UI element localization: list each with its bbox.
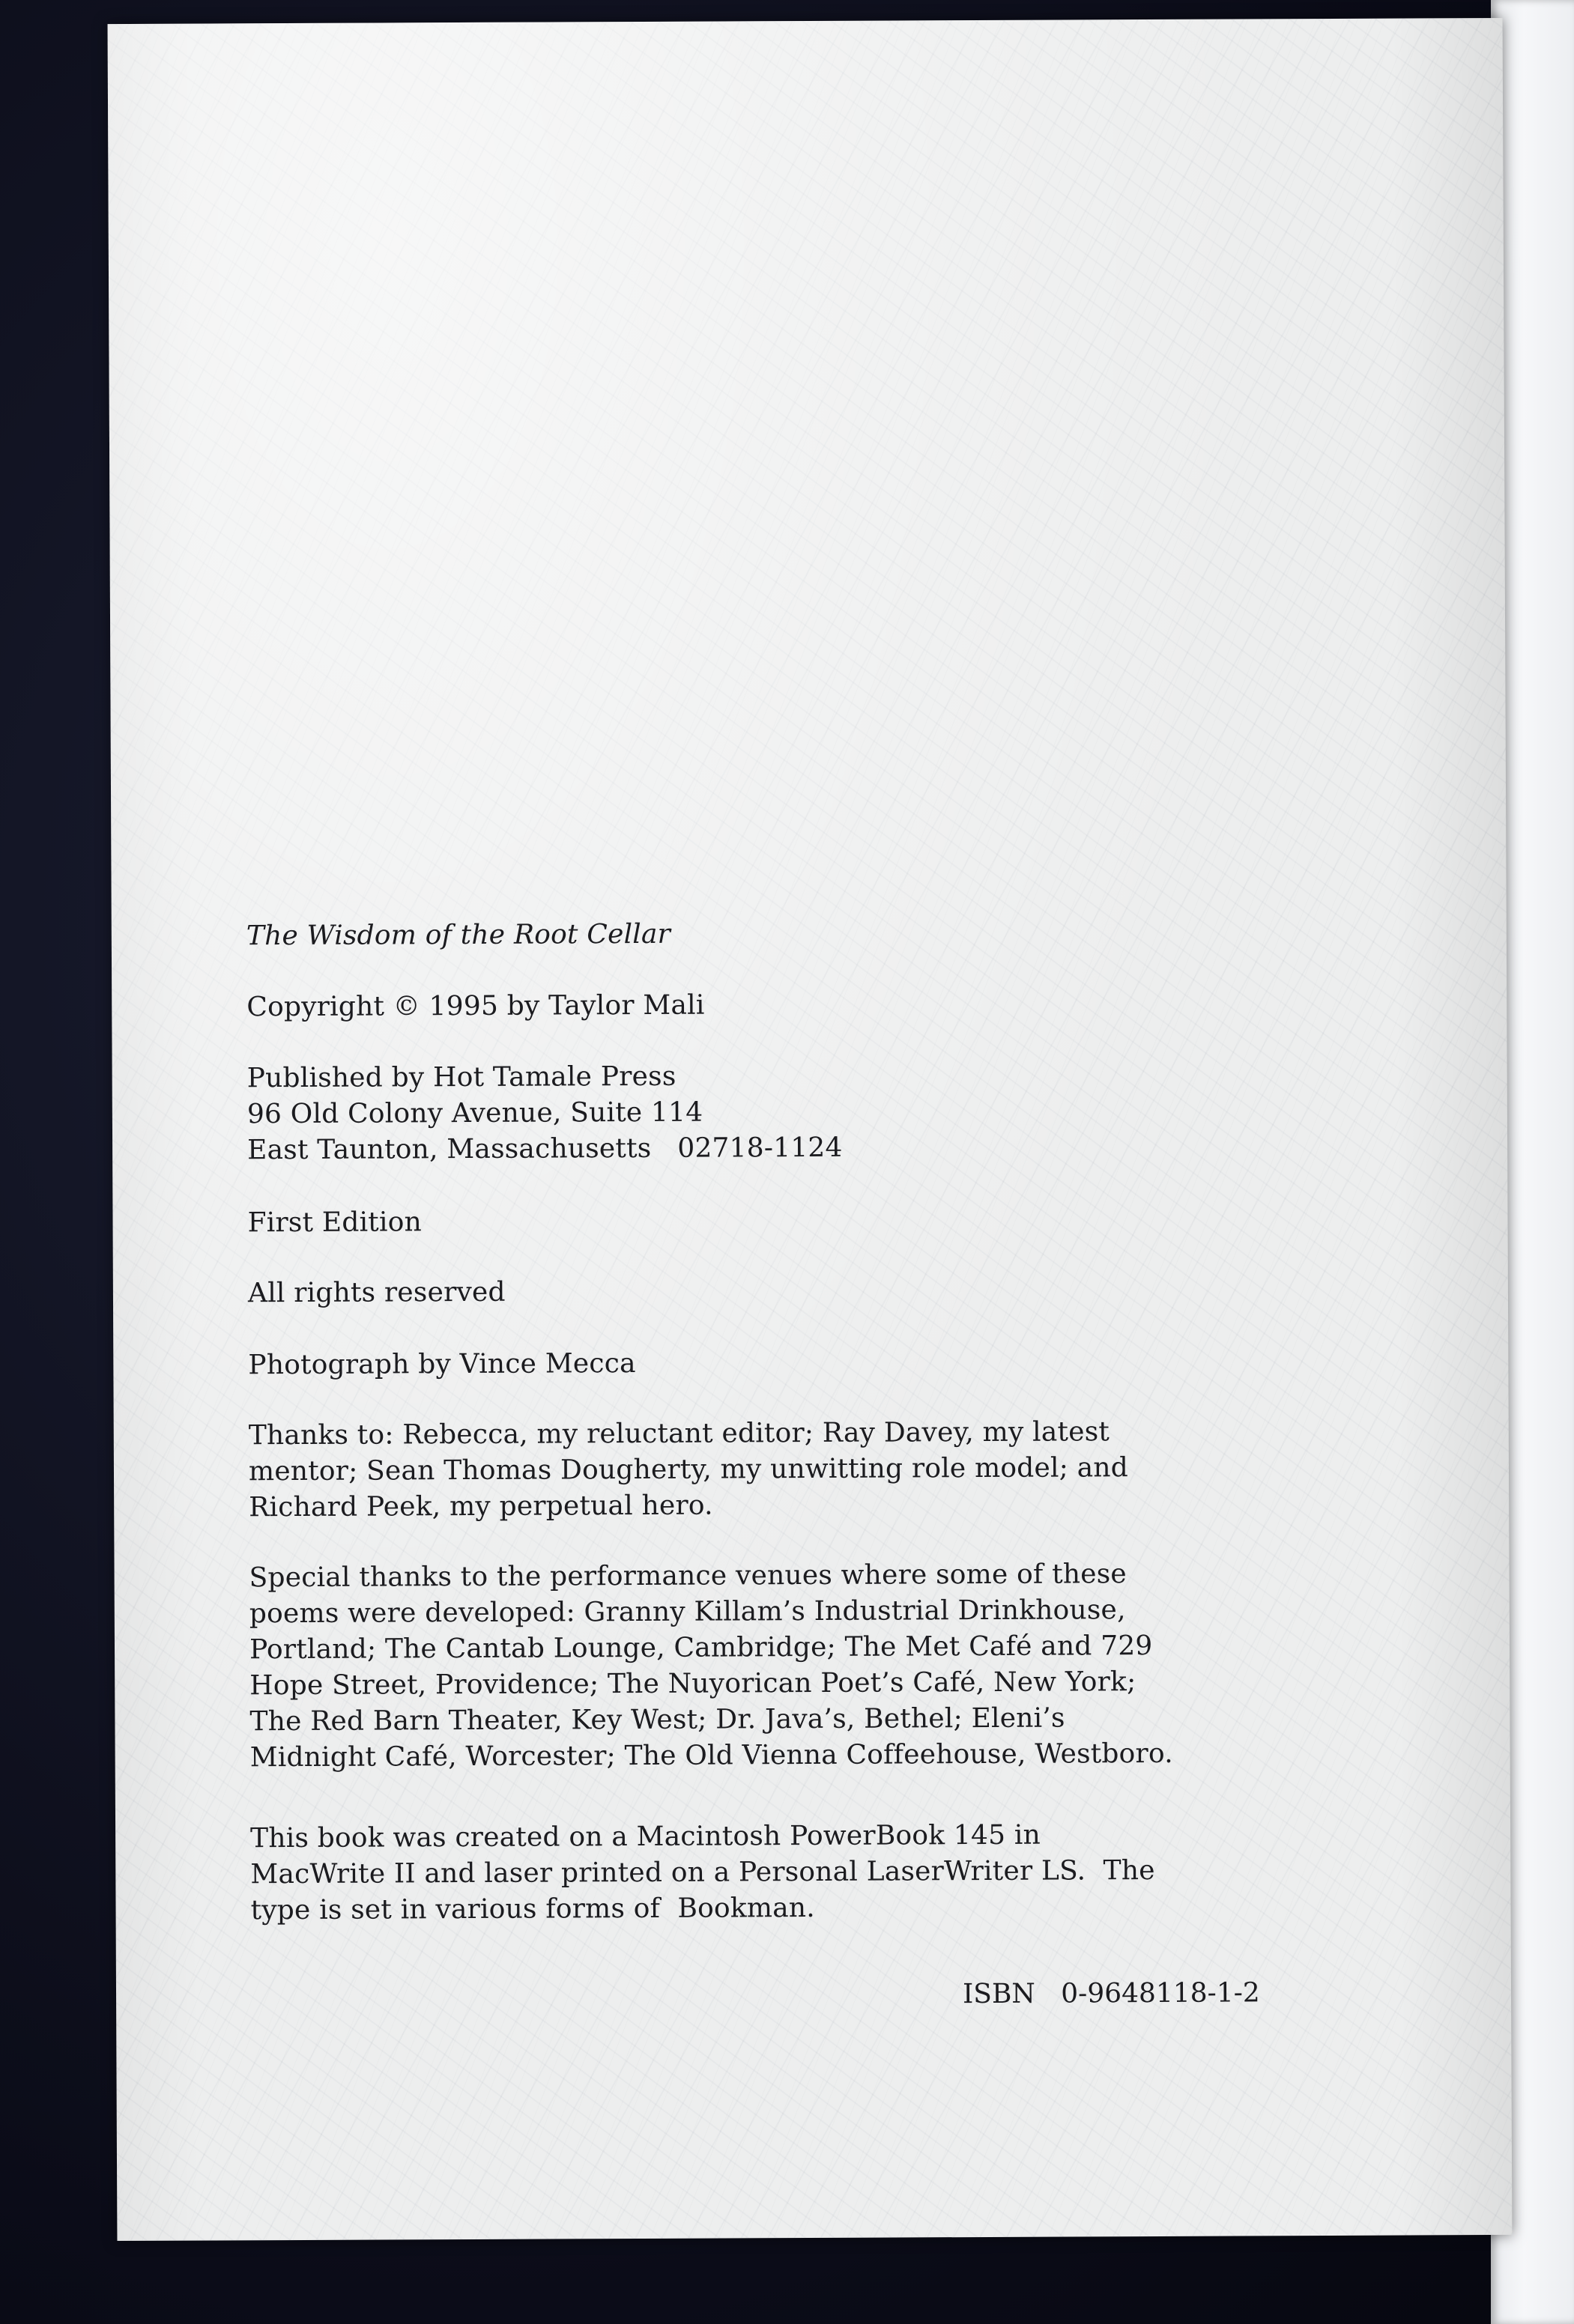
rights-statement: All rights reserved [247,1276,506,1309]
colophon-line: This book was created on a Macintosh PowerBook 145 in [250,1819,1041,1854]
colophon [250,1817,1155,1929]
photo-credit: Photograph by Vince Mecca [248,1348,636,1381]
acknowledgements-line: Thanks to: Rebecca, my reluctant editor; Ray Davey, my latest [248,1416,1110,1451]
special-thanks-line: Portland; The Cantab Lounge, Cambridge; The Met Café and 729 [249,1630,1153,1666]
special-thanks-line: Special thanks to the performance venues where some of these [249,1559,1127,1594]
copyright-page [108,18,1513,2241]
publisher-address-street: 96 Old Colony Avenue, Suite 114 [246,1096,703,1130]
special-thanks-line: poems were developed: Granny Killam’s Industrial Drinkhouse, [249,1595,1126,1630]
special-thanks-line: Hope Street, Providence; The Nuyorican Poet’s Café, New York; [249,1666,1136,1702]
special-thanks-line: The Red Barn Theater, Key West; Dr. Java’s, Bethel; Eleni’s [249,1702,1065,1738]
acknowledgements-line: mentor; Sean Thomas Dougherty, my unwitting role model; and [248,1452,1129,1487]
edition-statement: First Edition [247,1207,422,1239]
book-title: The Wisdom of the Root Cellar [246,918,671,952]
publisher-name: Published by Hot Tamale Press [246,1061,676,1094]
copyright-notice: Copyright © 1995 by Taylor Mali [246,989,705,1023]
isbn: ISBN 0-9648118-1-2 [962,1977,1260,2010]
special-thanks [249,1556,1173,1776]
colophon-line: MacWrite II and laser printed on a Personal LaserWriter LS. The [250,1854,1155,1890]
colophon-line: type is set in various forms of Bookman. [250,1892,815,1926]
special-thanks-line: Midnight Café, Worcester; The Old Vienna Coffeehouse, Westboro. [249,1738,1173,1774]
acknowledgements [249,1414,1129,1526]
publisher-address-city: East Taunton, Massachusetts 02718-1124 [247,1132,843,1166]
publisher-block [247,1058,843,1168]
acknowledgements-line: Richard Peek, my perpetual hero. [249,1490,713,1523]
